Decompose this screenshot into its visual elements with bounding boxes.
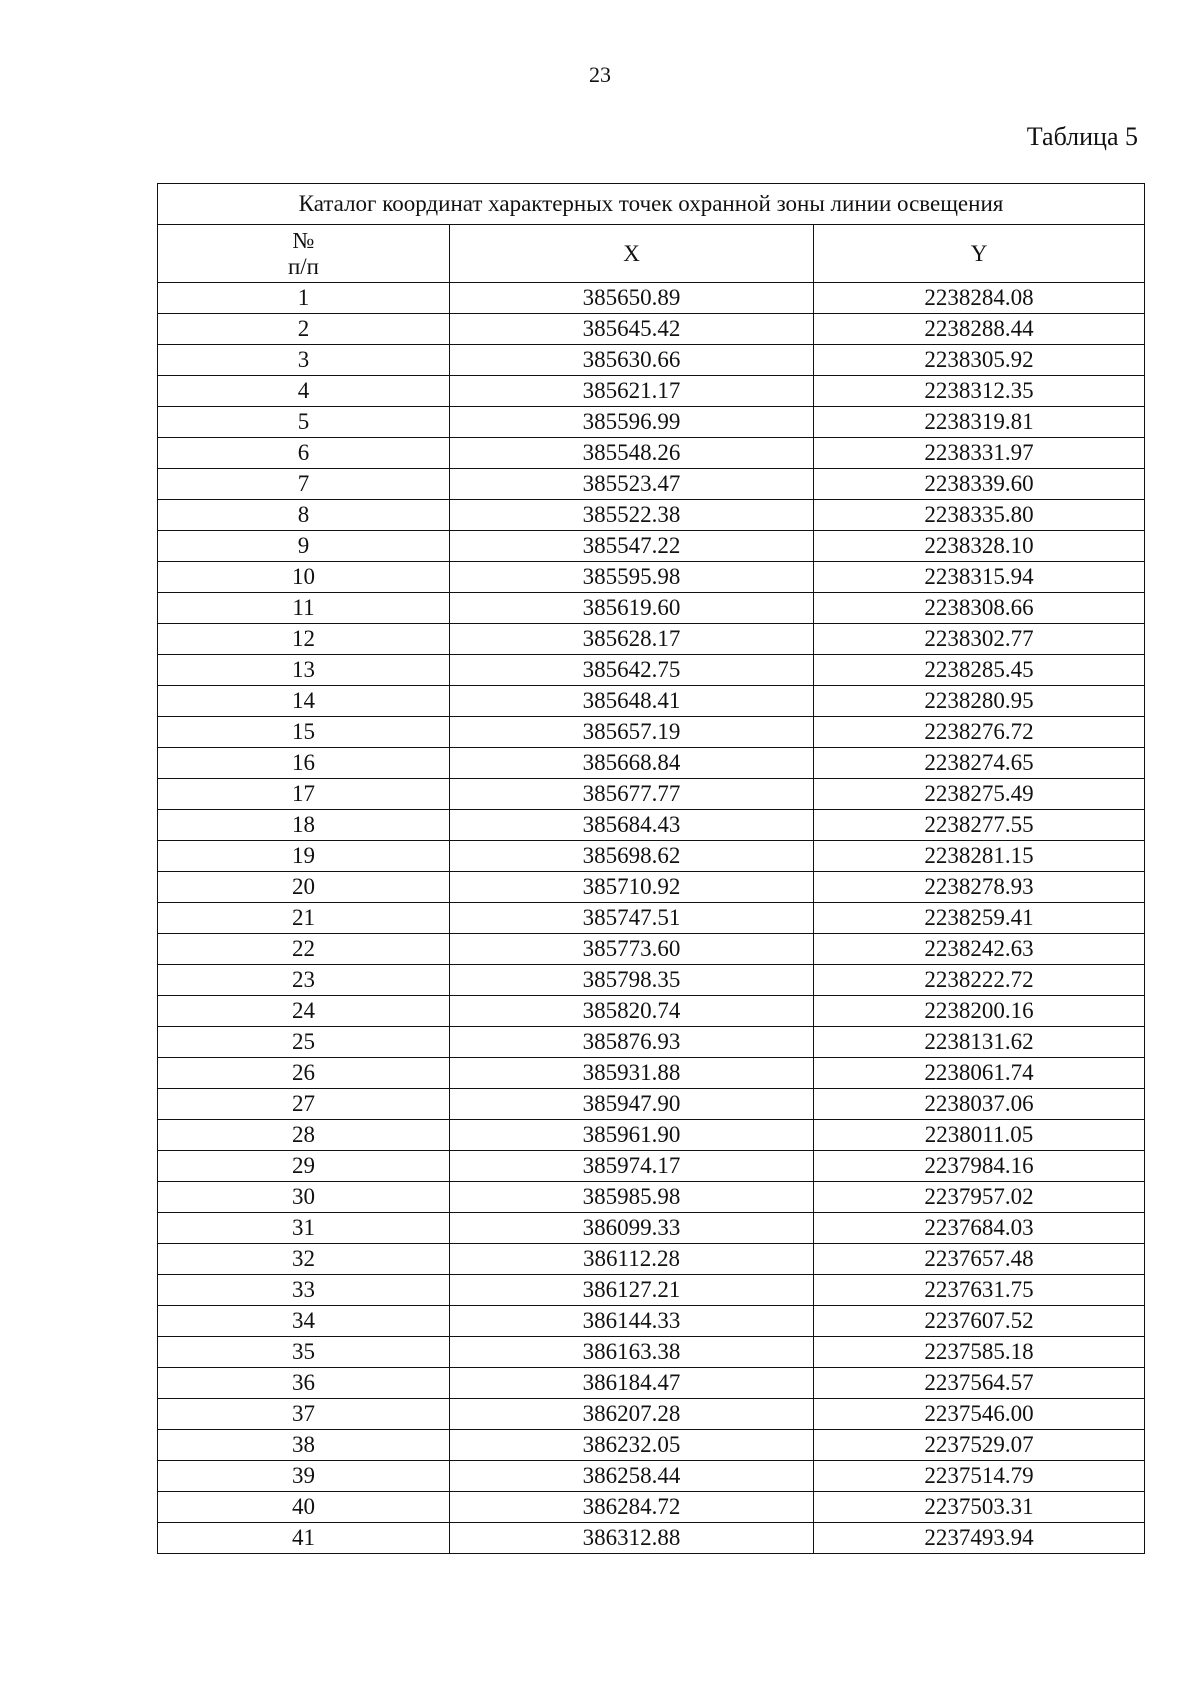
x-coordinate-cell: 385621.17 [450, 376, 814, 407]
table-row [158, 407, 1145, 438]
x-coordinate-cell: 385947.90 [450, 1089, 814, 1120]
table-row [158, 1306, 1145, 1337]
x-coordinate-cell: 385668.84 [450, 748, 814, 779]
point-number-cell: 6 [158, 438, 450, 469]
point-number-cell: 31 [158, 1213, 450, 1244]
header-number [158, 225, 450, 283]
x-coordinate-cell: 385523.47 [450, 469, 814, 500]
y-coordinate-cell: 2237564.57 [814, 1368, 1145, 1399]
x-coordinate-cell: 385650.89 [450, 283, 814, 314]
y-coordinate-cell: 2238302.77 [814, 624, 1145, 655]
y-coordinate-cell: 2238284.08 [814, 283, 1145, 314]
y-coordinate-cell: 2238285.45 [814, 655, 1145, 686]
x-coordinate-cell: 385548.26 [450, 438, 814, 469]
x-coordinate-cell: 386112.28 [450, 1244, 814, 1275]
table-row [158, 1182, 1145, 1213]
x-coordinate-cell: 385522.38 [450, 500, 814, 531]
y-coordinate-cell: 2237503.31 [814, 1492, 1145, 1523]
x-coordinate-cell: 385596.99 [450, 407, 814, 438]
table-row [158, 1430, 1145, 1461]
y-coordinate-cell: 2237957.02 [814, 1182, 1145, 1213]
header-y: Y [814, 225, 1145, 283]
table-row [158, 376, 1145, 407]
x-coordinate-cell: 386099.33 [450, 1213, 814, 1244]
y-coordinate-cell: 2238339.60 [814, 469, 1145, 500]
y-coordinate-cell: 2237657.48 [814, 1244, 1145, 1275]
point-number-cell: 36 [158, 1368, 450, 1399]
y-coordinate-cell: 2238274.65 [814, 748, 1145, 779]
table-row [158, 1151, 1145, 1182]
table-row [158, 1120, 1145, 1151]
point-number-cell: 1 [158, 283, 450, 314]
y-coordinate-cell: 2237984.16 [814, 1151, 1145, 1182]
header-number-line1: № [292, 227, 315, 253]
point-number-cell: 41 [158, 1523, 450, 1554]
point-number-cell: 18 [158, 810, 450, 841]
table-row [158, 1523, 1145, 1554]
table-row [158, 1089, 1145, 1120]
table-row [158, 438, 1145, 469]
point-number-cell: 28 [158, 1120, 450, 1151]
table-row [158, 1027, 1145, 1058]
y-coordinate-cell: 2238222.72 [814, 965, 1145, 996]
y-coordinate-cell: 2238328.10 [814, 531, 1145, 562]
y-coordinate-cell: 2237684.03 [814, 1213, 1145, 1244]
x-coordinate-cell: 385630.66 [450, 345, 814, 376]
y-coordinate-cell: 2238335.80 [814, 500, 1145, 531]
table-title: Каталог координат характерных точек охранной зоны линии освещения [158, 184, 1145, 225]
x-coordinate-cell: 385628.17 [450, 624, 814, 655]
table-row [158, 779, 1145, 810]
point-number-cell: 37 [158, 1399, 450, 1430]
page-number: 23 [589, 62, 611, 87]
table-row [158, 841, 1145, 872]
x-coordinate-cell: 385698.62 [450, 841, 814, 872]
table-row [158, 748, 1145, 779]
point-number-cell: 34 [158, 1306, 450, 1337]
y-coordinate-cell: 2238278.93 [814, 872, 1145, 903]
point-number-cell: 25 [158, 1027, 450, 1058]
x-coordinate-cell: 386127.21 [450, 1275, 814, 1306]
y-coordinate-cell: 2238259.41 [814, 903, 1145, 934]
point-number-cell: 3 [158, 345, 450, 376]
table-row [158, 469, 1145, 500]
point-number-cell: 38 [158, 1430, 450, 1461]
y-coordinate-cell: 2237546.00 [814, 1399, 1145, 1430]
point-number-cell: 14 [158, 686, 450, 717]
x-coordinate-cell: 385547.22 [450, 531, 814, 562]
point-number-cell: 24 [158, 996, 450, 1027]
x-coordinate-cell: 386258.44 [450, 1461, 814, 1492]
x-coordinate-cell: 385747.51 [450, 903, 814, 934]
table-row [158, 965, 1145, 996]
y-coordinate-cell: 2237493.94 [814, 1523, 1145, 1554]
x-coordinate-cell: 385657.19 [450, 717, 814, 748]
y-coordinate-cell: 2238200.16 [814, 996, 1145, 1027]
y-coordinate-cell: 2237529.07 [814, 1430, 1145, 1461]
x-coordinate-cell: 386232.05 [450, 1430, 814, 1461]
point-number-cell: 26 [158, 1058, 450, 1089]
point-number-cell: 5 [158, 407, 450, 438]
table-caption: Таблица 5 [1026, 122, 1138, 151]
table-row [158, 717, 1145, 748]
table-row [158, 1058, 1145, 1089]
table-row [158, 593, 1145, 624]
table-row [158, 562, 1145, 593]
point-number-cell: 22 [158, 934, 450, 965]
x-coordinate-cell: 386284.72 [450, 1492, 814, 1523]
table-row [158, 1337, 1145, 1368]
point-number-cell: 10 [158, 562, 450, 593]
x-coordinate-cell: 385820.74 [450, 996, 814, 1027]
x-coordinate-cell: 385773.60 [450, 934, 814, 965]
table-row [158, 686, 1145, 717]
table-row [158, 283, 1145, 314]
y-coordinate-cell: 2238331.97 [814, 438, 1145, 469]
table-row [158, 500, 1145, 531]
point-number-cell: 29 [158, 1151, 450, 1182]
y-coordinate-cell: 2238288.44 [814, 314, 1145, 345]
y-coordinate-cell: 2238061.74 [814, 1058, 1145, 1089]
y-coordinate-cell: 2237585.18 [814, 1337, 1145, 1368]
point-number-cell: 16 [158, 748, 450, 779]
point-number-cell: 4 [158, 376, 450, 407]
y-coordinate-cell: 2238242.63 [814, 934, 1145, 965]
x-coordinate-cell: 385595.98 [450, 562, 814, 593]
y-coordinate-cell: 2238305.92 [814, 345, 1145, 376]
point-number-cell: 20 [158, 872, 450, 903]
y-coordinate-cell: 2238308.66 [814, 593, 1145, 624]
point-number-cell: 21 [158, 903, 450, 934]
table-row [158, 1492, 1145, 1523]
coordinates-table [157, 183, 1145, 1554]
x-coordinate-cell: 385798.35 [450, 965, 814, 996]
table-header-row [158, 225, 1145, 283]
x-coordinate-cell: 385619.60 [450, 593, 814, 624]
table-row [158, 1368, 1145, 1399]
y-coordinate-cell: 2238315.94 [814, 562, 1145, 593]
point-number-cell: 13 [158, 655, 450, 686]
x-coordinate-cell: 385642.75 [450, 655, 814, 686]
y-coordinate-cell: 2238312.35 [814, 376, 1145, 407]
x-coordinate-cell: 385645.42 [450, 314, 814, 345]
point-number-cell: 33 [158, 1275, 450, 1306]
table-row [158, 655, 1145, 686]
point-number-cell: 7 [158, 469, 450, 500]
point-number-cell: 30 [158, 1182, 450, 1213]
y-coordinate-cell: 2238277.55 [814, 810, 1145, 841]
point-number-cell: 11 [158, 593, 450, 624]
x-coordinate-cell: 386184.47 [450, 1368, 814, 1399]
table-title-row [158, 184, 1145, 225]
point-number-cell: 19 [158, 841, 450, 872]
point-number-cell: 15 [158, 717, 450, 748]
x-coordinate-cell: 386312.88 [450, 1523, 814, 1554]
x-coordinate-cell: 385684.43 [450, 810, 814, 841]
table-row [158, 872, 1145, 903]
point-number-cell: 27 [158, 1089, 450, 1120]
table-row [158, 903, 1145, 934]
y-coordinate-cell: 2238281.15 [814, 841, 1145, 872]
x-coordinate-cell: 386207.28 [450, 1399, 814, 1430]
point-number-cell: 32 [158, 1244, 450, 1275]
table-row [158, 531, 1145, 562]
point-number-cell: 2 [158, 314, 450, 345]
point-number-cell: 23 [158, 965, 450, 996]
point-number-cell: 12 [158, 624, 450, 655]
x-coordinate-cell: 385961.90 [450, 1120, 814, 1151]
point-number-cell: 8 [158, 500, 450, 531]
table-row [158, 624, 1145, 655]
x-coordinate-cell: 385710.92 [450, 872, 814, 903]
header-x: X [450, 225, 814, 283]
y-coordinate-cell: 2237631.75 [814, 1275, 1145, 1306]
point-number-cell: 35 [158, 1337, 450, 1368]
y-coordinate-cell: 2238037.06 [814, 1089, 1145, 1120]
y-coordinate-cell: 2238276.72 [814, 717, 1145, 748]
table-row [158, 1399, 1145, 1430]
table-body [158, 283, 1145, 1554]
point-number-cell: 17 [158, 779, 450, 810]
x-coordinate-cell: 385985.98 [450, 1182, 814, 1213]
y-coordinate-cell: 2238011.05 [814, 1120, 1145, 1151]
y-coordinate-cell: 2237607.52 [814, 1306, 1145, 1337]
point-number-cell: 39 [158, 1461, 450, 1492]
table-row [158, 810, 1145, 841]
table-row [158, 1461, 1145, 1492]
x-coordinate-cell: 385876.93 [450, 1027, 814, 1058]
y-coordinate-cell: 2237514.79 [814, 1461, 1145, 1492]
table-row [158, 1244, 1145, 1275]
table-row [158, 345, 1145, 376]
x-coordinate-cell: 385648.41 [450, 686, 814, 717]
x-coordinate-cell: 385974.17 [450, 1151, 814, 1182]
table-row [158, 934, 1145, 965]
table-row [158, 1275, 1145, 1306]
table-row [158, 314, 1145, 345]
table-row [158, 1213, 1145, 1244]
x-coordinate-cell: 385931.88 [450, 1058, 814, 1089]
y-coordinate-cell: 2238275.49 [814, 779, 1145, 810]
x-coordinate-cell: 386144.33 [450, 1306, 814, 1337]
point-number-cell: 9 [158, 531, 450, 562]
x-coordinate-cell: 386163.38 [450, 1337, 814, 1368]
table-row [158, 996, 1145, 1027]
point-number-cell: 40 [158, 1492, 450, 1523]
x-coordinate-cell: 385677.77 [450, 779, 814, 810]
y-coordinate-cell: 2238131.62 [814, 1027, 1145, 1058]
header-number-line2: п/п [287, 253, 319, 279]
y-coordinate-cell: 2238280.95 [814, 686, 1145, 717]
y-coordinate-cell: 2238319.81 [814, 407, 1145, 438]
